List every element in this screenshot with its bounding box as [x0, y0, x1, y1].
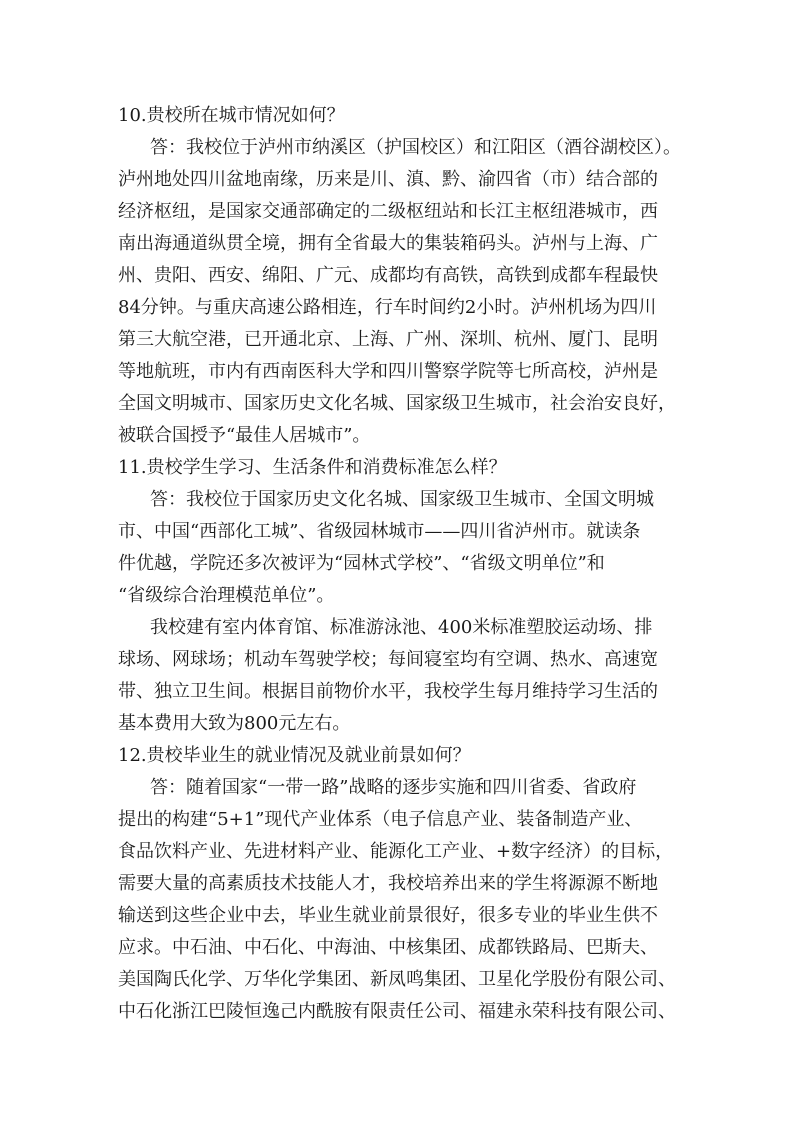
answer-12-line: 食品饮料产业、先进材料产业、能源化工产业、+数字经济）的目标，: [118, 841, 674, 862]
answer-11-line: 件优越，学院还多次被评为“园林式学校”、“省级文明单位”和: [118, 553, 605, 574]
answer-11-line: 带、独立卫生间。根据目前物价水平，我校学生每月维持学习生活的: [118, 681, 658, 702]
answer-10-line: 被联合国授予“最佳人居城市”。: [118, 425, 371, 446]
answer-10-line: 第三大航空港，已开通北京、上海、广州、深圳、杭州、厦门、昆明: [118, 329, 658, 350]
answer-12-line: 美国陶氏化学、万华化学集团、新凤鸣集团、卫星化学股份有限公司、: [118, 969, 676, 990]
answer-11-line: “省级综合治理模范单位”。: [118, 585, 335, 606]
answer-11-line: 我校建有室内体育馆、标准游泳池、400米标准塑胶运动场、排: [150, 617, 653, 638]
question-11-heading: 11.贵校学生学习、生活条件和消费标准怎么样？: [118, 457, 507, 478]
answer-10-line: 南出海通道纵贯全境，拥有全省最大的集装箱码头。泸州与上海、广: [118, 233, 658, 254]
answer-12-line: 输送到这些企业中去，毕业生就业前景很好，很多专业的毕业生供不: [118, 905, 658, 926]
question-10-heading: 10.贵校所在城市情况如何？: [118, 105, 345, 126]
answer-10-line: 泸州地处四川盆地南缘，历来是川、滇、黔、渝四省（市）结合部的: [118, 169, 658, 190]
answer-11-line: 球场、网球场；机动车驾驶学校；每间寝室均有空调、热水、高速宽: [118, 649, 658, 670]
answer-10-line: 经济枢纽，是国家交通部确定的二级枢纽站和长江主枢纽港城市，西: [118, 201, 658, 222]
answer-11-line: 答：我校位于国家历史文化名城、国家级卫生城市、全国文明城: [150, 489, 654, 510]
answer-12-line: 答：随着国家“一带一路”战略的逐步实施和四川省委、省政府: [150, 777, 637, 798]
answer-11-line: 市、中国“西部化工城”、省级园林城市——四川省泸州市。就读条: [118, 521, 641, 542]
answer-10-line: 等地航班，市内有西南医科大学和四川警察学院等七所高校，泸州是: [118, 361, 658, 382]
answer-12-line: 提出的构建“5+1”现代产业体系（电子信息产业、装备制造产业、: [118, 809, 643, 830]
answer-12-line: 中石化浙江巴陵恒逸己内酰胺有限责任公司、福建永荣科技有限公司、: [118, 1001, 676, 1022]
answer-10-line: 答：我校位于泸州市纳溪区（护国校区）和江阳区（酒谷湖校区）。: [150, 137, 681, 158]
answer-11-line: 基本费用大致为800元左右。: [118, 713, 351, 734]
answer-10-line: 84分钟。与重庆高速公路相连，行车时间约2小时。泸州机场为四川: [118, 297, 657, 318]
answer-10-line: 全国文明城市、国家历史文化名城、国家级卫生城市，社会治安良好，: [118, 393, 676, 414]
answer-12-line: 需要大量的高素质技术技能人才，我校培养出来的学生将源源不断地: [118, 873, 658, 894]
answer-12-line: 应求。中石油、中石化、中海油、中核集团、成都铁路局、巴斯夫、: [118, 937, 658, 958]
question-12-heading: 12.贵校毕业生的就业情况及就业前景如何？: [118, 745, 471, 766]
answer-10-line: 州、贵阳、西安、绵阳、广元、成都均有高铁，高铁到成都车程最快: [118, 265, 658, 286]
